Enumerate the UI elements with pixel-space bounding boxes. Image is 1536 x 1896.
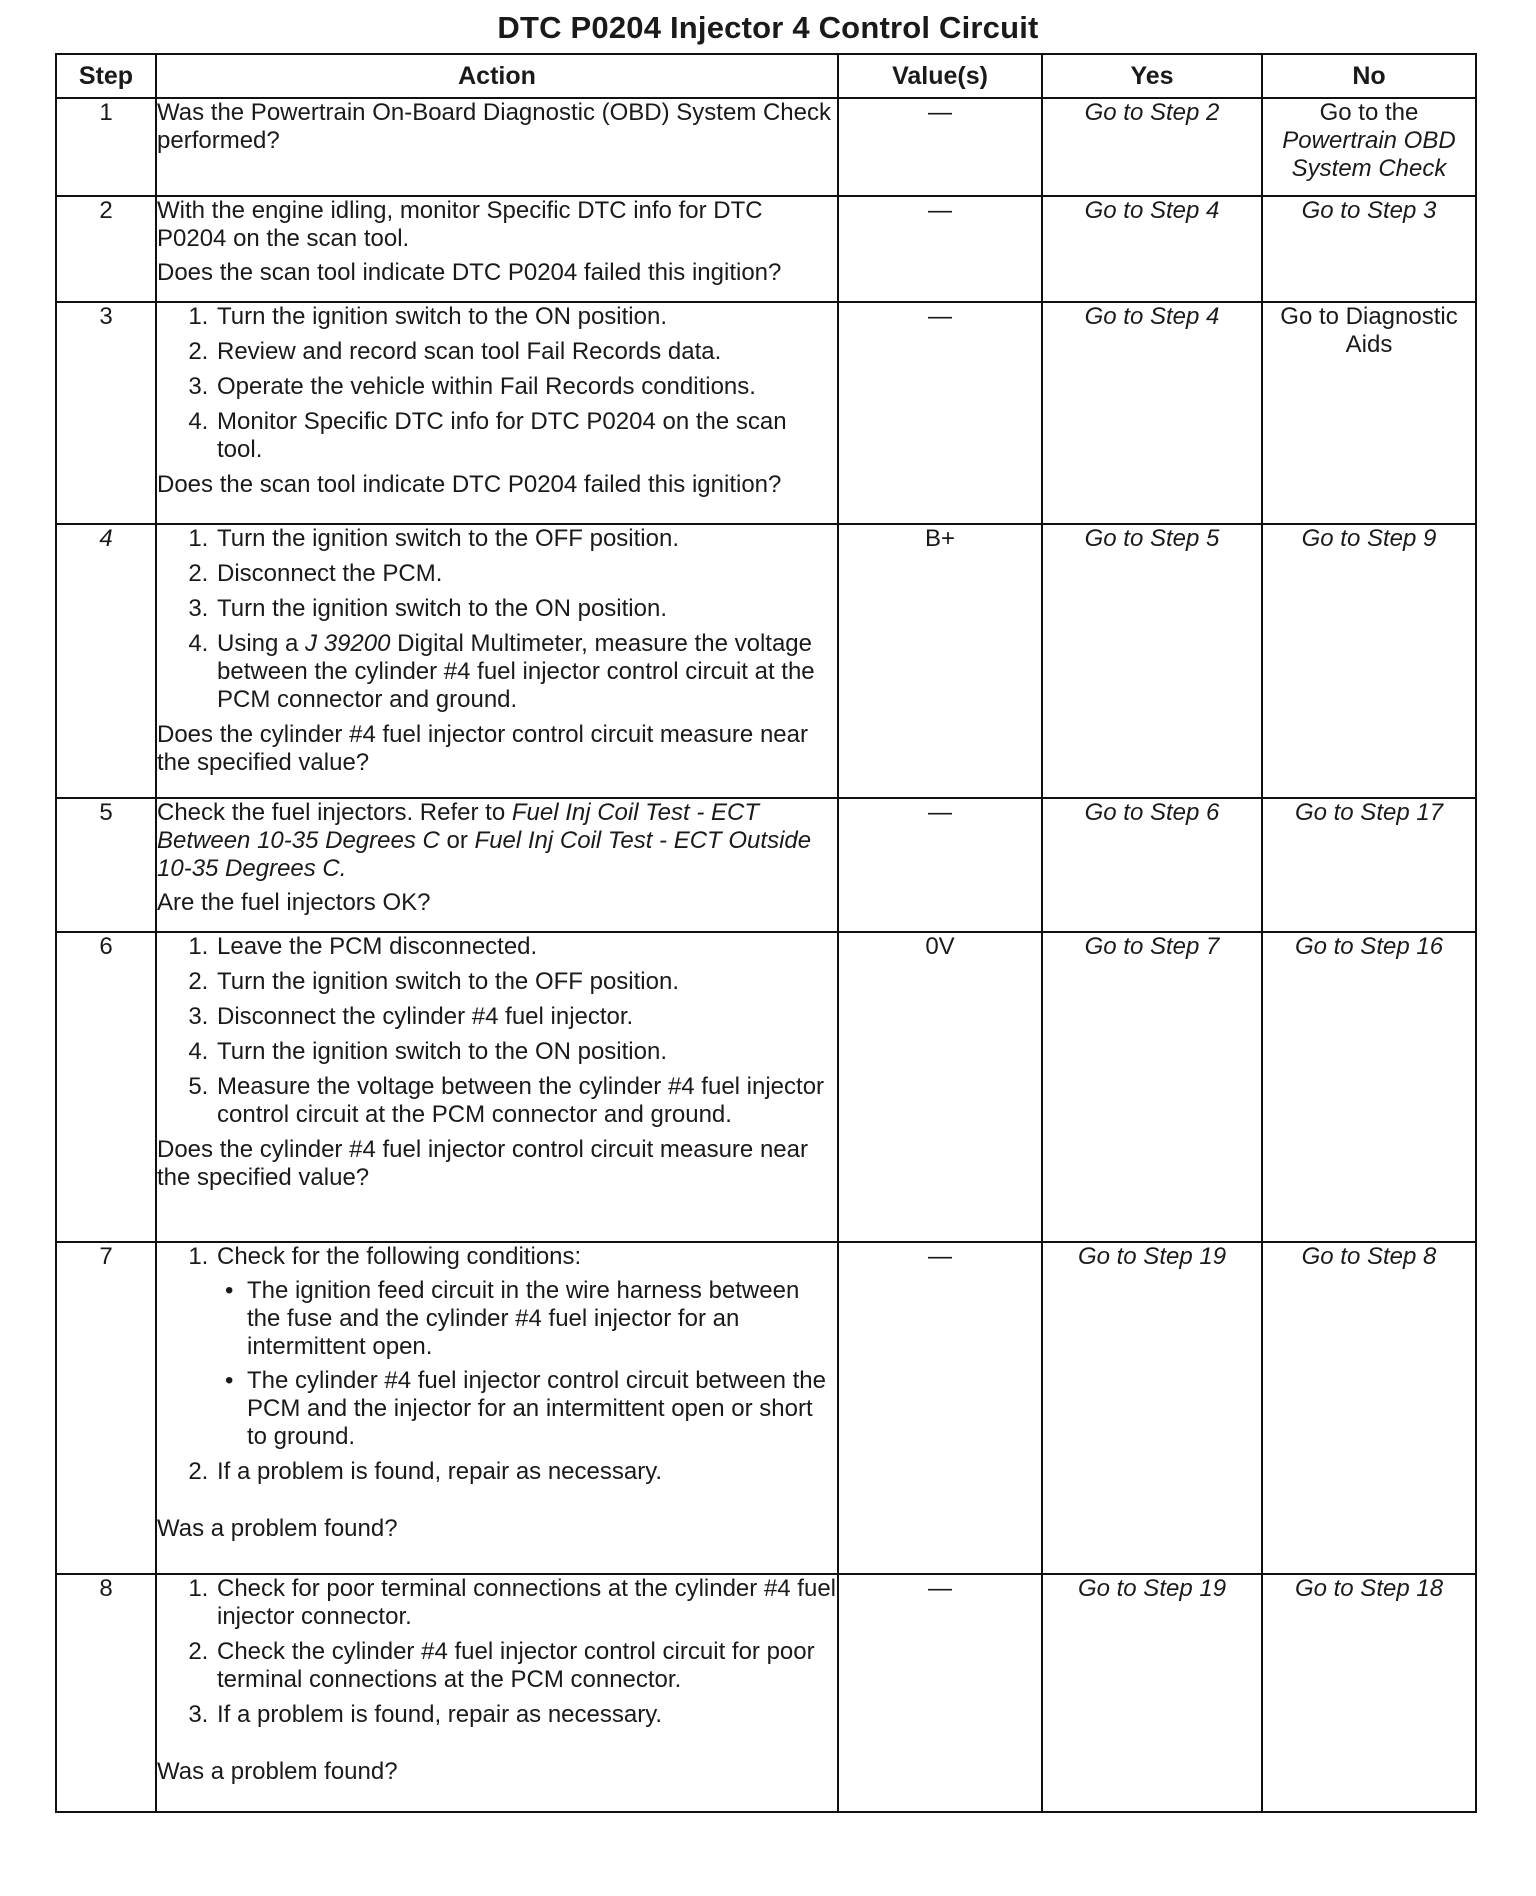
yes-cell [1042,1574,1262,1812]
table-row-step-8 [56,1574,1476,1812]
no-link: Go to Step 16 [1294,933,1444,960]
header-step: Step [56,54,156,98]
table-row-step-4 [56,524,1476,798]
diagnostic-table [55,53,1477,1813]
header-yes: Yes [1042,54,1262,98]
action-question: Does the scan tool indicate DTC P0204 failed this ignition? [157,471,782,498]
action-step-text: Check for the following conditions: [217,1243,582,1270]
procedure-reference: Fuel Inj Coil Test - ECT Between 10-35 Degrees C [157,799,760,854]
action-step: 3. Disconnect the cylinder #4 fuel injector. [215,1003,837,1031]
value-cell: — [838,1574,1042,1812]
no-cell [1262,524,1476,798]
action-step: 2. Review and record scan tool Fail Records data. [215,338,837,366]
header-value: Value(s) [838,54,1042,98]
yes-link: Go to Step 19 [1077,1575,1227,1602]
action-step: 4. Turn the ignition switch to the ON position. [215,1038,837,1066]
action-cell [156,1242,838,1574]
action-step: 5. Measure the voltage between the cylinder #4 fuel injector control circuit at the PCM connector and ground. [215,1073,837,1129]
action-question: Was a problem found? [157,1758,398,1785]
table-row-step-3 [56,302,1476,524]
condition-item: • The ignition feed circuit in the wire harness between the fuse and the cylinder #4 fuel injector for an intermittent open. [247,1277,837,1361]
action-step-text: Using a [217,630,299,657]
table-row-step-1 [56,98,1476,196]
step-number: 3 [56,302,156,524]
no-link: Go to Step 8 [1301,1243,1437,1270]
action-text: With the engine idling, monitor Specific DTC info for DTC P0204 on the scan tool. [157,197,763,252]
no-text: Go to the [1319,99,1419,126]
header-no: No [1262,54,1476,98]
table-row-step-6 [56,932,1476,1242]
action-step: 1. Leave the PCM disconnected. [215,933,837,961]
action-cell [156,98,838,196]
action-question: Does the scan tool indicate DTC P0204 failed this ingition? [157,259,782,286]
header-action: Action [156,54,838,98]
action-step: 1. Check for poor terminal connections at the cylinder #4 fuel injector connector. [215,1575,837,1631]
yes-link: Go to Step 2 [1084,99,1220,126]
page-title: DTC P0204 Injector 4 Control Circuit [497,10,1039,45]
action-text: Was the Powertrain On-Board Diagnostic (OBD) System Check performed? [157,99,832,154]
step-number: 6 [56,932,156,1242]
action-steps [157,1243,837,1486]
action-cell [156,196,838,302]
value-cell: — [838,302,1042,524]
value-cell: — [838,196,1042,302]
yes-link: Go to Step 4 [1084,197,1220,224]
action-step: 4. Monitor Specific DTC info for DTC P0204 on the scan tool. [215,408,837,464]
yes-link: Go to Step 6 [1084,799,1220,826]
action-cell [156,798,838,932]
action-step: 2. If a problem is found, repair as necessary. [215,1458,837,1486]
action-step: 3. Turn the ignition switch to the ON position. [215,595,837,623]
no-cell [1262,196,1476,302]
action-cell [156,524,838,798]
yes-link: Go to Step 5 [1084,525,1220,552]
yes-link: Go to Step 7 [1084,933,1220,960]
no-link: Go to Step 18 [1294,1575,1444,1602]
tool-reference: J 39200 [305,630,391,657]
value-cell: 0V [838,932,1042,1242]
step-number: 1 [56,98,156,196]
yes-cell [1042,798,1262,932]
no-link: Go to Step 3 [1301,197,1437,224]
no-cell [1262,798,1476,932]
action-steps [157,525,837,714]
action-text-part: or [446,827,468,854]
action-step: 2. Disconnect the PCM. [215,560,837,588]
action-cell [156,1574,838,1812]
action-text-part: . [339,855,347,882]
step-number: 4 [56,524,156,798]
table-row-step-2 [56,196,1476,302]
action-question: Does the cylinder #4 fuel injector control circuit measure near the specified value? [157,1136,808,1191]
no-link: Go to Step 9 [1301,525,1437,552]
header-row [56,54,1476,98]
value-cell: B+ [838,524,1042,798]
table-row-step-7 [56,1242,1476,1574]
value-cell: — [838,98,1042,196]
action-step: 2. Check the cylinder #4 fuel injector control circuit for poor terminal connections at the PCM connector. [215,1638,837,1694]
no-cell [1262,302,1476,524]
table-row-step-5 [56,798,1476,932]
no-link: Go to Step 17 [1294,799,1444,826]
step-number: 2 [56,196,156,302]
action-text [157,799,837,883]
action-steps [157,1575,837,1729]
yes-link: Go to Step 19 [1077,1243,1227,1270]
value-cell: — [838,798,1042,932]
action-step: 2. Turn the ignition switch to the OFF position. [215,968,837,996]
action-question: Was a problem found? [157,1515,398,1542]
condition-item: • The cylinder #4 fuel injector control circuit between the PCM and the injector for an intermittent open or short to ground. [247,1367,837,1451]
action-step-text: Digital Multimeter, measure the voltage between the cylinder #4 fuel injector control circuit at the PCM connector and ground. [217,630,815,713]
step-number: 8 [56,1574,156,1812]
action-step [215,1243,837,1451]
yes-cell [1042,302,1262,524]
no-cell [1262,1242,1476,1574]
action-cell [156,302,838,524]
action-question: Are the fuel injectors OK? [157,889,431,916]
action-cell [156,932,838,1242]
action-text-part: Check the fuel injectors. Refer to [157,799,506,826]
action-step: 1. Turn the ignition switch to the OFF position. [215,525,837,553]
yes-cell [1042,98,1262,196]
yes-cell [1042,1242,1262,1574]
step-number: 7 [56,1242,156,1574]
value-cell: — [838,1242,1042,1574]
yes-cell [1042,196,1262,302]
action-step [215,630,837,714]
no-cell [1262,98,1476,196]
action-step: 3. If a problem is found, repair as necessary. [215,1701,837,1729]
condition-list [217,1277,837,1451]
no-cell [1262,932,1476,1242]
step-number: 5 [56,798,156,932]
no-link: Powertrain OBD System Check [1282,127,1456,182]
action-step: 1. Turn the ignition switch to the ON position. [215,303,837,331]
action-question: Does the cylinder #4 fuel injector control circuit measure near the specified value? [157,721,808,776]
no-text: Go to Diagnostic Aids [1280,303,1458,358]
yes-link: Go to Step 4 [1084,303,1220,330]
action-step: 3. Operate the vehicle within Fail Records conditions. [215,373,837,401]
yes-cell [1042,524,1262,798]
procedure-reference: Fuel Inj Coil Test - ECT Outside 10-35 Degrees C [157,827,812,882]
action-steps [157,303,837,464]
yes-cell [1042,932,1262,1242]
action-steps [157,933,837,1129]
no-cell [1262,1574,1476,1812]
